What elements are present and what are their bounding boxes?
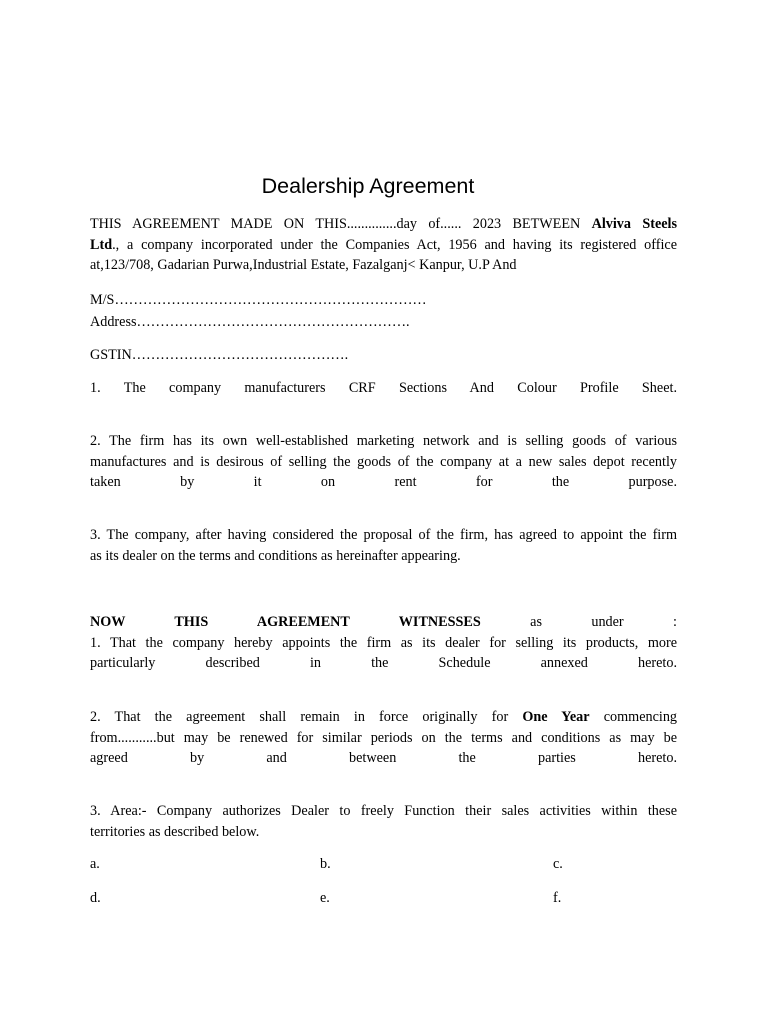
- witness-heading-bold: NOW THIS AGREEMENT WITNESSES: [90, 614, 481, 630]
- area-row-1: [90, 856, 690, 876]
- intro-paragraph: [90, 214, 677, 276]
- party-address: Address………………………………………………….: [90, 314, 410, 330]
- clause-2: [90, 707, 677, 769]
- recital-2-line-3: taken by it on rent for the purpose.: [90, 474, 677, 491]
- clause-2-line-3: agreed by and between the parties hereto.: [90, 750, 677, 767]
- clause-3: [90, 801, 677, 842]
- party-gstin: GSTIN……………………………………….: [90, 347, 349, 363]
- recital-3-line-2: as its dealer on the terms and conditions as hereinafter appearing.: [90, 547, 461, 564]
- clause-3-line-1: 3. Area:- Company authorizes Dealer to freely Function their sales activities within these: [90, 803, 677, 819]
- recital-2-line-2: manufactures and is desirous of selling the goods of the company at a new sales depot recently: [90, 453, 677, 470]
- company-name-part1: Alviva Steels: [591, 216, 677, 232]
- area-e: e.: [320, 890, 330, 906]
- document-title: Dealership Agreement: [261, 174, 475, 198]
- area-d: d.: [90, 890, 101, 906]
- recital-3-line-1: 3. The company, after having considered the proposal of the firm, has agreed to appoint the firm: [90, 527, 677, 543]
- area-b: b.: [320, 856, 331, 872]
- witness-heading: [90, 612, 677, 633]
- intro-text-1: THIS AGREEMENT MADE ON THIS..............day of...... 2023 BETWEEN: [90, 216, 592, 232]
- clause-1-line-2: particularly described in the Schedule annexed hereto.: [90, 655, 677, 672]
- area-c: c.: [553, 856, 563, 872]
- area-row-2: [90, 890, 690, 910]
- area-a: a.: [90, 856, 100, 872]
- recital-1: [90, 378, 677, 399]
- clause-2-line-1: [90, 707, 677, 728]
- witness-heading-rest: as under :: [480, 614, 677, 630]
- intro-text-2: ., a company incorporated under the Companies Act, 1956 and having its registered office: [112, 236, 677, 253]
- recital-3: [90, 525, 677, 566]
- recital-2: [90, 431, 677, 493]
- clause-2-line-2: from...........but may be renewed for similar periods on the terms and conditions as may be: [90, 729, 677, 746]
- company-name-part2: Ltd: [90, 236, 113, 253]
- recital-2-line-1: 2. The firm has its own well-established marketing network and is selling goods of various: [90, 433, 677, 449]
- area-f: f.: [553, 890, 562, 906]
- party-ms: M/S…………………………………………………………: [90, 292, 427, 308]
- intro-line-3: at,123/708, Gadarian Purwa,Industrial Estate, Fazalganj< Kanpur, U.P And: [90, 257, 517, 274]
- term-duration: One Year: [522, 709, 590, 725]
- intro-line-2: [90, 235, 677, 256]
- recital-1-text: 1. The company manufacturers CRF Sections And Colour Profile Sheet.: [90, 380, 677, 396]
- intro-line-1: [90, 214, 677, 235]
- clause-1-line-1: 1. That the company hereby appoints the firm as its dealer for selling its products, more: [90, 634, 677, 651]
- witness-section: [90, 612, 677, 674]
- clause-2-post: commencing: [589, 709, 678, 725]
- clause-3-line-2: territories as described below.: [90, 823, 260, 840]
- clause-2-pre: 2. That the agreement shall remain in force originally for: [90, 709, 523, 725]
